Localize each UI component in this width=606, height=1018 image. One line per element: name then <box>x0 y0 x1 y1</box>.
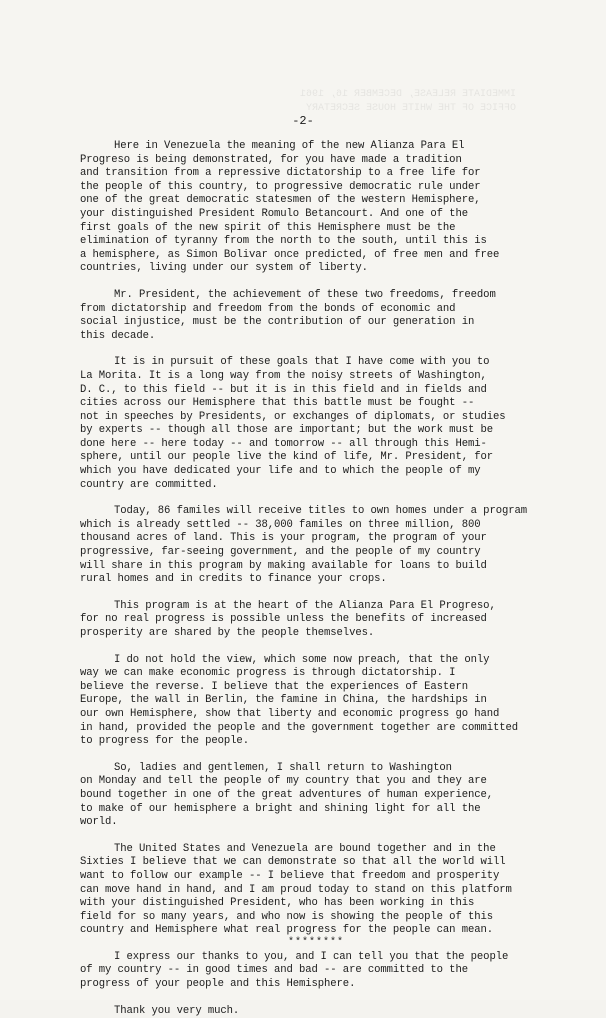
text-line: the people of this country, to progressive democratic rule under <box>80 180 481 193</box>
text-line: Mr. President, the achievement of these two freedoms, freedom <box>114 288 496 301</box>
closing-line: Thank you very much. <box>114 1004 240 1017</box>
text-line: a hemisphere, as Simon Bolivar once predicted, of free men and free <box>80 248 500 261</box>
text-line: and transition from a repressive dictatorship to a free life for <box>80 167 481 180</box>
text-line: which is already settled -- 38,000 familes on three million, 800 <box>80 518 481 531</box>
paragraph <box>80 505 550 587</box>
text-line: to progress for the people. <box>80 735 249 748</box>
text-line: social injustice, must be the contribution of our generation in <box>80 316 475 329</box>
text-line: field for so many years, and who now is showing the people of this <box>80 910 493 923</box>
text-line: our own Hemisphere, show that liberty and economic progress go hand <box>80 707 500 720</box>
text-line: on Monday and tell the people of my country that you and they are <box>80 775 487 788</box>
paragraph <box>80 356 550 492</box>
page-number: -2- <box>292 114 314 128</box>
text-line: elimination of tyranny from the north to the south, until this is <box>80 235 487 248</box>
text-line: to make of our hemisphere a bright and shining light for all the <box>80 802 481 815</box>
text-line: sphere, until our people live the kind of life, Mr. President, for <box>80 451 493 464</box>
text-line: La Morita. It is a long way from the noisy streets of Washington, <box>80 369 487 382</box>
text-line: first goals of the new spirit of this Hemisphere must be the <box>80 221 456 234</box>
text-line: D. C., to this field -- but it is in this field and in fields and <box>80 383 487 396</box>
text-line: I express our thanks to you, and I can tell you that the people <box>114 950 509 963</box>
text-line: Sixties I believe that we can demonstrate so that all the world will <box>80 856 506 869</box>
paragraph-list <box>80 140 550 992</box>
text-line: by experts -- though all those are important; but the work must be <box>80 424 493 437</box>
text-line: I do not hold the view, which some now preach, that the only <box>114 653 490 666</box>
text-line: way we can make economic progress is through dictatorship. I <box>80 667 456 680</box>
text-line: thousand acres of land. This is your program, the program of your <box>80 532 487 545</box>
text-line: Progreso is being demonstrated, for you have made a tradition <box>80 153 462 166</box>
text-line: your distinguished President Romulo Betancourt. And one of the <box>80 207 468 220</box>
text-line: progress of your people and this Hemisphere. <box>80 978 356 991</box>
paragraph <box>80 762 550 830</box>
text-line: can move hand in hand, and I am proud today to stand on this platform <box>80 883 512 896</box>
text-line: Here in Venezuela the meaning of the new Alianza Para El <box>114 140 465 152</box>
paragraph <box>80 843 550 938</box>
text-line: of my country -- in good times and bad -- are committed to the <box>80 964 468 977</box>
text-line: This program is at the heart of the Alianza Para El Progreso, <box>114 599 496 612</box>
text-line: It is in pursuit of these goals that I have come with you to <box>114 356 490 369</box>
text-line: progressive, far-seeing government, and the people of my country <box>80 546 481 559</box>
text-line: will share in this program by making available for loans to build <box>80 559 487 572</box>
end-mark: ******** <box>288 937 345 948</box>
text-line: The United States and Venezuela are bound together and in the <box>114 842 496 855</box>
text-line: rural homes and in credits to finance your crops. <box>80 573 387 586</box>
text-line: cities across our Hemisphere that this battle must be fought -- <box>80 397 475 410</box>
text-line: with your distinguished President, who has been working in this <box>80 897 475 910</box>
text-line: one of the great democratic statesmen of the western Hemisphere, <box>80 194 481 207</box>
text-line: Today, 86 familes will receive titles to own homes under a program <box>114 505 527 518</box>
text-line: from dictatorship and freedom from the bonds of economic and <box>80 302 456 315</box>
text-line: want to follow our example -- I believe that freedom and prosperity <box>80 869 500 882</box>
text-line: not in speeches by Presidents, or exchanges of diplomats, or studies <box>80 410 506 423</box>
text-line: bound together in one of the great adventures of human experience, <box>80 788 493 801</box>
text-line: this decade. <box>80 329 156 342</box>
paragraph <box>80 951 550 992</box>
text-line: in hand, provided the people and the government together are committed <box>80 721 519 734</box>
text-line: done here -- here today -- and tomorrow -- all through this Hemi- <box>80 437 487 450</box>
text-line: countries, living under our system of liberty. <box>80 262 368 275</box>
paragraph <box>80 140 550 276</box>
text-line: Europe, the wall in Berlin, the famine in China, the hardships in <box>80 694 487 707</box>
paragraph <box>80 289 550 343</box>
text-line: believe the reverse. I believe that the experiences of Eastern <box>80 680 468 693</box>
text-line: world. <box>80 816 118 829</box>
text-line: for no real progress is possible unless the benefits of increased <box>80 613 487 626</box>
text-line: So, ladies and gentlemen, I shall return to Washington <box>114 761 452 774</box>
paragraph <box>80 600 550 641</box>
text-line: prosperity are shared by the people themselves. <box>80 627 375 639</box>
paragraph <box>80 654 550 749</box>
text-line: country are committed. <box>80 478 218 491</box>
speech-body <box>80 140 550 1018</box>
text-line: which you have dedicated your life and to which the people of my <box>80 465 481 478</box>
show-through-text: IMMEDIATE RELEASE, DECEMBER 16, 1961 OFFICE OF THE WHITE HOUSE SECRETARY <box>300 89 517 114</box>
text-line: country and Hemisphere what real progress for the people can mean. <box>80 924 493 937</box>
